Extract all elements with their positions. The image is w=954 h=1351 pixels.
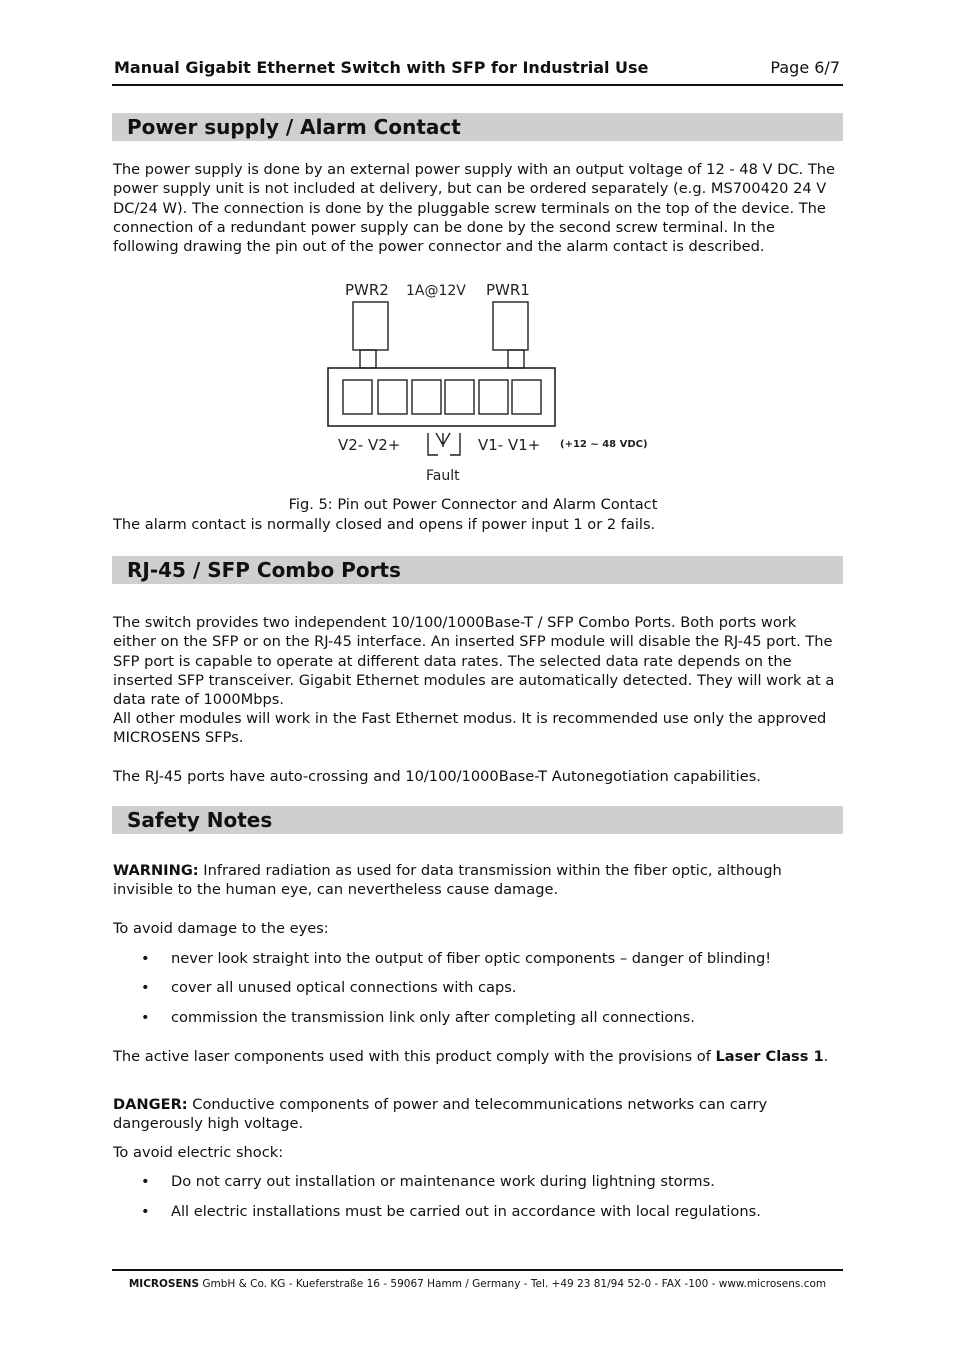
combo-paragraph-1: The switch provides two independent 10/100/1000Base-T / SFP Combo Ports. Both ports work either on the SFP or on the RJ-45 interface. An inserted SFP module will disable the RJ-45 port. The SFP port is capable to operate at different data rates. The selected data rate depends on the inserted SFP transceiver. Gigabit Ethernet modules are automatically detected. They will work at a data rate of 1000Mbps. [113,614,835,709]
section-heading: RJ-45 / SFP Combo Ports [127,558,401,582]
bullet-icon: • [141,950,150,967]
section-power-supply [112,113,843,141]
terminal-slot [445,380,474,414]
terminal-slot [378,380,407,414]
power-connector-diagram [320,275,660,490]
v2-label: V2- V2+ [338,436,401,454]
danger-label: DANGER: [113,1096,188,1113]
warning-label: WARNING: [113,862,199,879]
warning-paragraph [113,861,841,900]
bullet-icon: • [141,979,150,996]
pwr1-pin [508,350,524,368]
bullet-icon: • [141,1009,150,1026]
section-safety-notes [112,806,843,834]
danger-text: Conductive components of power and telecommunications networks can carry dangerously high voltage. [113,1096,768,1133]
page-number: Page 6/7 [770,58,840,77]
list-item-text: never look straight into the output of fiber optic components – danger of blinding! [171,950,772,967]
eyes-intro: To avoid damage to the eyes: [113,920,329,937]
section-heading: Power supply / Alarm Contact [127,115,461,139]
list-item-text: Do not carry out installation or maintenance work during lightning storms. [171,1173,715,1190]
section-heading: Safety Notes [127,808,273,832]
pwr1-plug [493,302,528,350]
combo-paragraph-2: All other modules will work in the Fast Ethernet modus. It is recommended use only the approved MICROSENS SFPs. [113,710,827,747]
fault-label: Fault [426,468,460,484]
pwr1-label: PWR1 [486,281,530,299]
pwr2-plug [353,302,388,350]
footer-divider [112,1269,843,1271]
footer-company: MICROSENS [128,1278,200,1290]
laser-text: The active laser components used with this product comply with the provisions of [113,1048,716,1065]
page-footer [112,1278,843,1290]
warning-text: Infrared radiation as used for data transmission within the fiber optic, although invisible to the human eye, can nevertheless cause damage. [113,862,782,899]
list-item-text: commission the transmission link only after completing all connections. [171,1009,695,1026]
pwr2-label: PWR2 [345,281,389,299]
laser-class: Laser Class 1 [715,1048,824,1065]
footer-address: GmbH & Co. KG - Kueferstraße 16 - 59067 Hamm / Germany - Tel. +49 23 81/94 52-0 - FAX -100 - www.microsens.com [199,1278,827,1290]
alarm-note: The alarm contact is normally closed and opens if power input 1 or 2 fails. [113,516,656,533]
terminal-slot [412,380,441,414]
pwr2-pin [360,350,376,368]
list-item-text: All electric installations must be carried out in accordance with local regulations. [171,1203,761,1220]
fault-switch-icon [436,433,450,447]
terminal-slot [479,380,508,414]
bullet-icon: • [141,1173,150,1190]
terminal-slot [343,380,372,414]
document-title: Manual Gigabit Ethernet Switch with SFP for Industrial Use [114,58,649,77]
section-combo-ports [112,556,843,584]
danger-paragraph [113,1095,841,1134]
terminal-slot [512,380,541,414]
laser-end: . [823,1048,829,1065]
rating-label: 1A@12V [406,283,466,299]
voltage-range-label: (+12 ~ 48 VDC) [560,439,648,450]
page-header [112,56,843,86]
bullet-icon: • [141,1203,150,1220]
figure-caption: Fig. 5: Pin out Power Connector and Alarm Contact [288,496,658,513]
laser-paragraph [113,1047,841,1066]
shock-intro: To avoid electric shock: [113,1144,284,1161]
v1-label: V1- V1+ [478,436,541,454]
power-paragraph: The power supply is done by an external power supply with an output voltage of 12 - 48 V DC. The power supply unit is not included at delivery, but can be ordered separately (e.g. MS700420 24 V DC/24 W). The connection is done by the pluggable screw terminals on the top of the device. The connection of a redundant power supply can be done by the second screw terminal. In the following drawing the pin out of the power connector and the alarm contact is described. [113,161,835,256]
combo-paragraph-3: The RJ-45 ports have auto-crossing and 10/100/1000Base-T Autonegotiation capabilities. [113,768,761,785]
list-item-text: cover all unused optical connections with caps. [171,979,517,996]
